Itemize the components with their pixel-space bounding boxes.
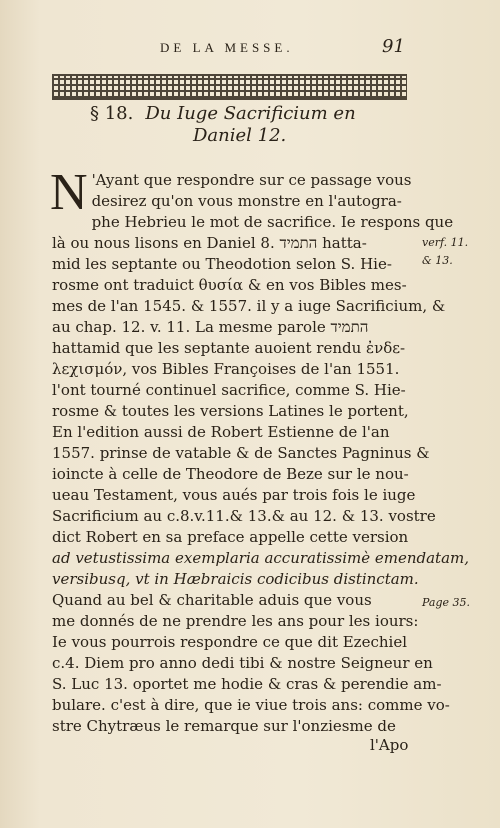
text-line: S. Luc 13. oportet me hodie & cras & perendie am- <box>52 675 442 693</box>
text-line: 'Ayant que respondre sur ce passage vous <box>91 171 412 189</box>
text-line: là ou nous lisons en Daniel 8. התמיד hatta- <box>52 234 367 252</box>
running-header <box>50 36 410 60</box>
section-number: § 18. <box>90 103 134 124</box>
header-title: DE LA MESSE. <box>160 40 294 55</box>
text-line: l'ont tourné continuel sacrifice, comme S. Hie- <box>52 381 406 399</box>
text-line: dict Robert en sa preface appelle cette version <box>52 528 409 546</box>
decorative-ornament-band <box>52 74 407 100</box>
catchword: l'Apo <box>370 736 409 754</box>
text-line: hattamid que les septante auoient rendu ἐνδε- <box>52 339 406 357</box>
text-line: rosme & toutes les versions Latines le portent, <box>52 402 409 420</box>
section-title: Du Iuge Sacrificium en <box>145 103 356 124</box>
text-line: versibusq, vt in Hæbraicis codicibus distinctam. <box>52 570 419 588</box>
text-line: me donnés de ne prendre les ans pour les iours: <box>52 612 419 630</box>
margin-note: Page 35. <box>422 596 471 609</box>
text-line: En l'edition aussi de Robert Estienne de l'an <box>52 423 390 441</box>
margin-note: & 13. <box>422 254 453 267</box>
text-line: Quand au bel & charitable aduis que vous <box>52 591 372 609</box>
text-line: bulare. c'est à dire, que ie viue trois ans: comme vo- <box>52 696 450 714</box>
text-line: 1557. prinse de vatable & de Sanctes Pagninus & <box>52 444 430 462</box>
section-heading <box>90 102 356 126</box>
text-line: Ie vous pourrois respondre ce que dit Ezechiel <box>52 633 407 651</box>
text-line: ad vetustissima exemplaria accuratissimè emendatam, <box>52 549 470 567</box>
text-line: ioincte à celle de Theodore de Beze sur le nou- <box>52 465 409 483</box>
section-subtitle: Daniel 12. <box>193 125 287 146</box>
drop-cap: N <box>50 164 88 221</box>
text-line: stre Chytræus le remarque sur l'onziesme de <box>52 717 396 735</box>
text-line: rosme ont traduict θυσία & en vos Bibles mes- <box>52 276 407 294</box>
text-line: mid les septante ou Theodotion selon S. Hie- <box>52 255 392 273</box>
text-line: c.4. Diem pro anno dedi tibi & nostre Seigneur en <box>52 654 433 672</box>
text-line: mes de l'an 1545. & 1557. il y a iuge Sacrificium, & <box>52 297 446 315</box>
text-line: λεχισμόν, vos Bibles Françoises de l'an 1551. <box>52 360 400 378</box>
page-number: 91 <box>382 36 405 57</box>
text-line: phe Hebrieu le mot de sacrifice. Ie respons que <box>91 213 454 231</box>
text-line: desirez qu'on vous monstre en l'autogra- <box>91 192 402 210</box>
text-line: ueau Testament, vous aués par trois fois le iuge <box>52 486 416 504</box>
text-line: Sacrificium au c.8.v.11.& 13.& au 12. & 13. vostre <box>52 507 436 525</box>
text-line: au chap. 12. v. 11. La mesme parole התמיד <box>52 318 369 336</box>
margin-note: verf. 11. <box>422 236 469 249</box>
